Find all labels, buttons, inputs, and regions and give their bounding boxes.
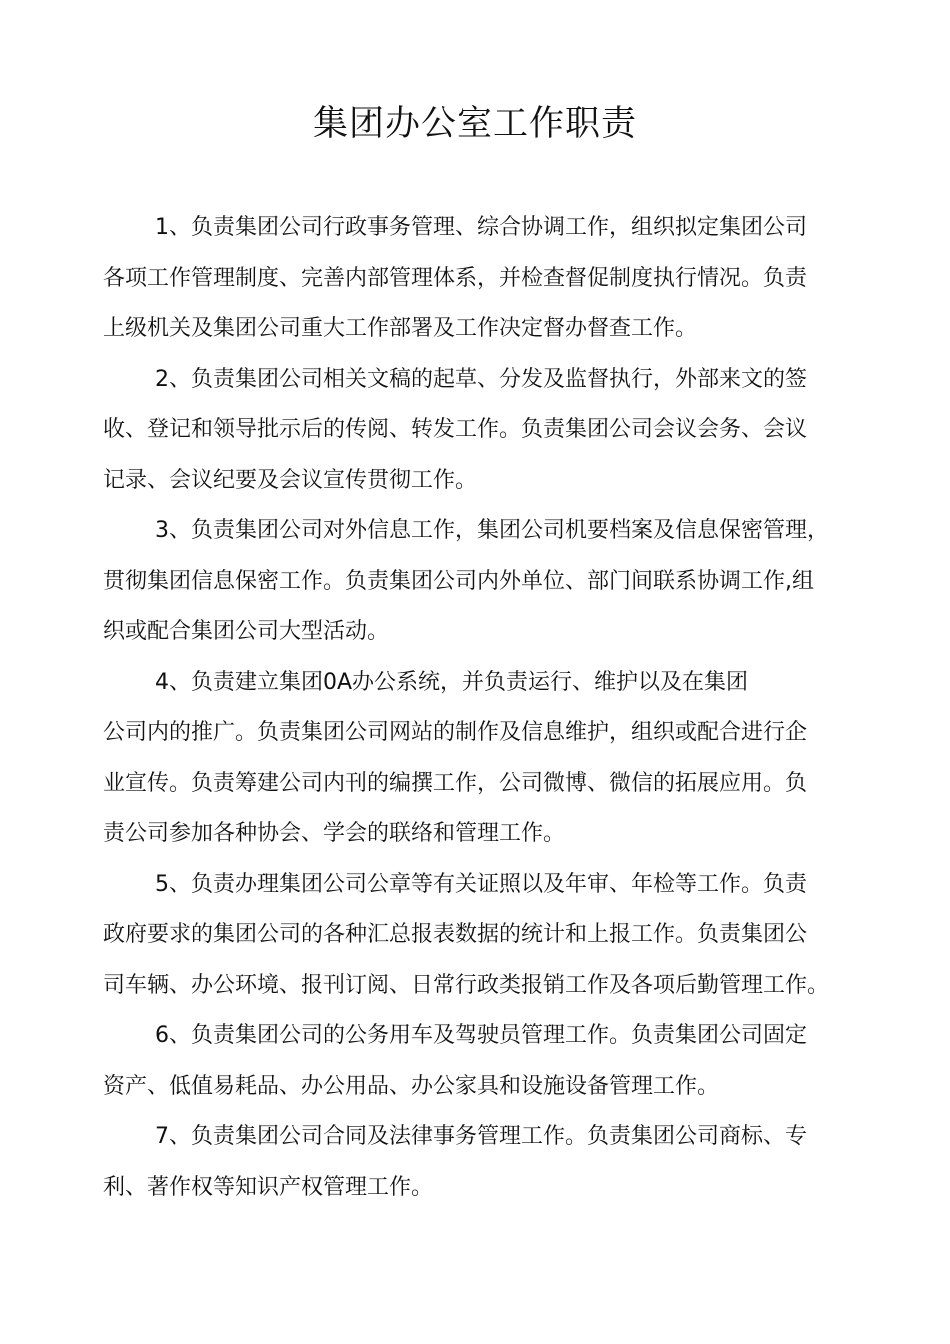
paragraph-line: 公司内的推广。负责集团公司网站的制作及信息维护，组织或配合进行企 <box>103 720 808 745</box>
paragraph-2 <box>103 355 853 507</box>
paragraph-line: 政府要求的集团公司的各种汇总报表数据的统计和上报工作。负责集团公 <box>103 922 808 947</box>
paragraph-3 <box>103 506 853 658</box>
paragraph-line: 司车辆、办公环境、报刊订阅、日常行政类报销工作及各项后勤管理工作。 <box>103 972 830 998</box>
paragraph-line: 5、负责办理集团公司公章等有关证照以及年审、年检等工作。负责 <box>155 871 807 897</box>
paragraph-line: 收、登记和领导批示后的传阅、转发工作。负责集团公司会议会务、会议 <box>103 417 808 442</box>
paragraph-line: 业宣传。负责筹建公司内刊的编撰工作，公司微博、微信的拓展应用。负 <box>103 770 808 796</box>
paragraph-1 <box>103 203 853 355</box>
paragraph-line: 1、负责集团公司行政事务管理、综合协调工作，组织拟定集团公司 <box>155 215 807 240</box>
document-body <box>103 203 853 1213</box>
paragraph-line: 贯彻集团信息保密工作。负责集团公司内外单位、部门间联系协调工作,组 <box>103 568 814 594</box>
paragraph-line: 3、负责集团公司对外信息工作，集团公司机要档案及信息保密管理， <box>155 518 829 543</box>
document-title: 集团办公室工作职责 <box>312 104 637 144</box>
paragraph-4 <box>103 658 853 860</box>
paragraph-line: 各项工作管理制度、完善内部管理体系，并检查督促制度执行情况。负责 <box>103 265 808 291</box>
paragraph-7 <box>103 1112 853 1213</box>
paragraph-line: 2、负责集团公司相关文稿的起草、分发及监督执行，外部来文的签 <box>155 366 807 392</box>
paragraph-line: 资产、低值易耗品、办公用品、办公家具和设施设备管理工作。 <box>103 1073 720 1099</box>
paragraph-line: 记录、会议纪要及会议宣传贯彻工作。 <box>103 467 478 493</box>
paragraph-line: 织或配合集团公司大型活动。 <box>103 619 390 644</box>
paragraph-line: 责公司参加各种协会、学会的联络和管理工作。 <box>103 821 566 846</box>
paragraph-5 <box>103 860 853 1012</box>
paragraph-line: 6、负责集团公司的公务用车及驾驶员管理工作。负责集团公司固定 <box>155 1023 807 1048</box>
paragraph-line: 7、负责集团公司合同及法律事务管理工作。负责集团公司商标、专 <box>155 1124 807 1149</box>
paragraph-line: 4、负责建立集团0A办公系统，并负责运行、维护以及在集团 <box>155 669 749 695</box>
paragraph-line: 上级机关及集团公司重大工作部署及工作决定督办督查工作。 <box>103 316 698 341</box>
paragraph-6 <box>103 1011 853 1112</box>
paragraph-line: 利、著作权等知识产权管理工作。 <box>103 1174 434 1200</box>
